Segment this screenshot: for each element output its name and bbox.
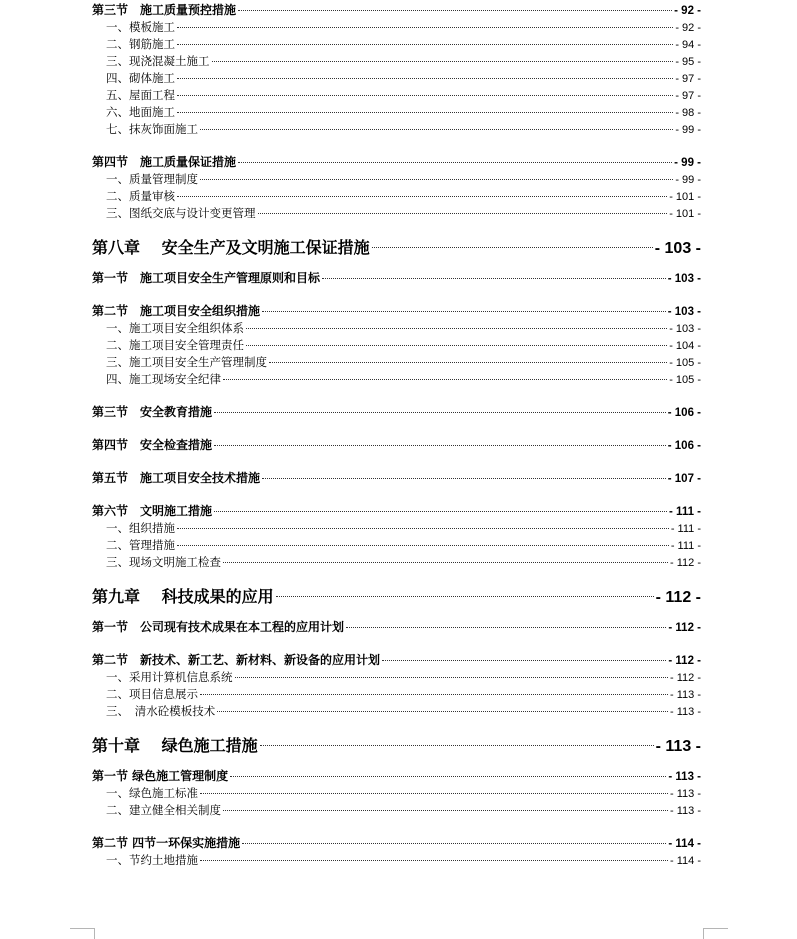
toc-entry-title: 第四节 施工质量保证措施	[92, 155, 237, 169]
toc-page-number: - 101 -	[669, 208, 701, 220]
toc-section-entry[interactable]	[92, 303, 701, 320]
toc-page-number: - 99 -	[675, 124, 701, 136]
toc-item-entry[interactable]	[92, 669, 701, 686]
toc-entry-title: 二、施工项目安全管理责任	[106, 338, 244, 352]
toc-dot-leader	[238, 10, 672, 11]
toc-page-number: - 106 -	[667, 407, 701, 419]
toc-entry-title: 二、质量审核	[106, 189, 175, 203]
toc-item-entry[interactable]	[92, 53, 701, 70]
toc-entry-title: 二、钢筋施工	[106, 37, 175, 51]
toc-item-entry[interactable]	[92, 70, 701, 87]
toc-entry-title: 四、施工现场安全纪律	[106, 372, 221, 386]
toc-page-number: - 103 -	[654, 240, 701, 257]
toc-item-entry[interactable]	[92, 337, 701, 354]
toc-entry-title: 第三节 安全教育措施	[92, 405, 213, 419]
toc-dot-leader	[238, 162, 672, 163]
toc-dot-leader	[200, 793, 668, 794]
toc-dot-leader	[262, 478, 666, 479]
toc-dot-leader	[177, 27, 673, 28]
toc-dot-leader	[214, 412, 666, 413]
toc-item-entry[interactable]	[92, 104, 701, 121]
toc-dot-leader	[322, 278, 666, 279]
toc-dot-leader	[200, 129, 673, 130]
toc-entry-title: 第九章 科技成果的应用	[92, 587, 274, 606]
table-of-contents	[92, 0, 701, 869]
toc-item-entry[interactable]	[92, 520, 701, 537]
toc-entry-title: 第六节 文明施工措施	[92, 504, 213, 518]
toc-dot-leader	[346, 627, 666, 628]
toc-entry-title: 第二节 新技术、新工艺、新材料、新设备的应用计划	[92, 653, 381, 667]
toc-section-entry[interactable]	[92, 437, 701, 454]
toc-item-entry[interactable]	[92, 87, 701, 104]
toc-page-number: - 105 -	[669, 374, 701, 386]
page-corner-mark-left	[70, 928, 95, 939]
toc-entry-title: 第四节 安全检查措施	[92, 438, 213, 452]
toc-entry-title: 一、节约土地措施	[106, 853, 198, 867]
toc-dot-leader	[235, 677, 669, 678]
toc-page-number: - 113 -	[655, 738, 701, 755]
toc-dot-leader	[217, 711, 668, 712]
toc-page-number: - 101 -	[669, 191, 701, 203]
toc-entry-title: 第十章 绿色施工措施	[92, 736, 258, 755]
toc-section-entry[interactable]	[92, 270, 701, 287]
toc-entry-title: 第一节 公司现有技术成果在本工程的应用计划	[92, 620, 345, 634]
toc-item-entry[interactable]	[92, 785, 701, 802]
toc-section-entry[interactable]	[92, 619, 701, 636]
toc-section-entry[interactable]	[92, 404, 701, 421]
toc-page-number: - 99 -	[674, 157, 701, 169]
page-corner-mark-right	[703, 928, 728, 939]
toc-item-entry[interactable]	[92, 320, 701, 337]
toc-page-number: - 112 -	[670, 557, 701, 569]
toc-dot-leader	[382, 660, 666, 661]
toc-dot-leader	[223, 379, 667, 380]
toc-entry-title: 第二节 施工项目安全组织措施	[92, 304, 261, 318]
toc-page-number: - 106 -	[667, 440, 701, 452]
toc-dot-leader	[230, 776, 666, 777]
toc-section-entry[interactable]	[92, 835, 701, 852]
toc-dot-leader	[276, 596, 654, 597]
toc-entry-title: 第二节 四节一环保实施措施	[92, 836, 241, 850]
toc-page-number: - 113 -	[670, 689, 701, 701]
toc-dot-leader	[214, 511, 667, 512]
toc-entry-title: 三、施工项目安全生产管理制度	[106, 355, 267, 369]
toc-item-entry[interactable]	[92, 19, 701, 36]
toc-page-number: - 112 -	[668, 622, 701, 634]
toc-dot-leader	[260, 745, 654, 746]
toc-dot-leader	[246, 345, 667, 346]
toc-page-number: - 97 -	[675, 73, 701, 85]
toc-page-number: - 112 -	[668, 655, 701, 667]
toc-dot-leader	[212, 61, 674, 62]
toc-page-number: - 103 -	[667, 306, 701, 318]
toc-page-number: - 112 -	[655, 589, 701, 606]
toc-dot-leader	[177, 196, 667, 197]
toc-entry-title: 六、地面施工	[106, 105, 175, 119]
toc-entry-title: 三、图纸交底与设计变更管理	[106, 206, 256, 220]
toc-section-entry[interactable]	[92, 652, 701, 669]
toc-entry-title: 一、质量管理制度	[106, 172, 198, 186]
toc-page-number: - 104 -	[669, 340, 701, 352]
toc-item-entry[interactable]	[92, 537, 701, 554]
toc-item-entry[interactable]	[92, 852, 701, 869]
toc-item-entry[interactable]	[92, 188, 701, 205]
toc-entry-title: 三、现浇混凝土施工	[106, 54, 210, 68]
toc-item-entry[interactable]	[92, 686, 701, 703]
toc-dot-leader	[262, 311, 666, 312]
toc-dot-leader	[246, 328, 667, 329]
toc-page-number: - 92 -	[675, 22, 701, 34]
toc-page-number: - 111 -	[670, 523, 701, 535]
toc-dot-leader	[200, 860, 668, 861]
toc-entry-title: 第一节 绿色施工管理制度	[92, 769, 229, 783]
toc-entry-title: 四、砌体施工	[106, 71, 175, 85]
toc-page-number: - 111 -	[670, 540, 701, 552]
toc-entry-title: 二、项目信息展示	[106, 687, 198, 701]
toc-dot-leader	[177, 95, 673, 96]
toc-page-number: - 105 -	[669, 357, 701, 369]
toc-chapter-entry[interactable]	[92, 236, 701, 260]
toc-section-entry[interactable]	[92, 503, 701, 520]
toc-page-number: - 107 -	[667, 473, 701, 485]
toc-dot-leader	[223, 810, 668, 811]
toc-entry-title: 三、 清水砼模板技术	[106, 704, 216, 718]
toc-dot-leader	[177, 545, 669, 546]
toc-page-number: - 113 -	[670, 788, 701, 800]
toc-item-entry[interactable]	[92, 703, 701, 720]
toc-item-entry[interactable]	[92, 554, 701, 571]
toc-page-number: - 92 -	[674, 5, 701, 17]
toc-dot-leader	[177, 528, 669, 529]
toc-page-number: - 97 -	[675, 90, 701, 102]
toc-dot-leader	[177, 44, 673, 45]
toc-page-number: - 103 -	[667, 273, 701, 285]
toc-item-entry[interactable]	[92, 802, 701, 819]
toc-page-number: - 113 -	[670, 805, 701, 817]
toc-page-number: - 94 -	[675, 39, 701, 51]
toc-entry-title: 七、抹灰饰面施工	[106, 122, 198, 136]
toc-item-entry[interactable]	[92, 171, 701, 188]
toc-page-number: - 113 -	[668, 771, 701, 783]
toc-section-entry[interactable]	[92, 768, 701, 785]
toc-page-number: - 103 -	[669, 323, 701, 335]
toc-item-entry[interactable]	[92, 354, 701, 371]
toc-item-entry[interactable]	[92, 121, 701, 138]
toc-section-entry[interactable]	[92, 470, 701, 487]
toc-entry-title: 一、模板施工	[106, 20, 175, 34]
toc-dot-leader	[177, 78, 673, 79]
toc-dot-leader	[200, 179, 673, 180]
toc-entry-title: 第五节 施工项目安全技术措施	[92, 471, 261, 485]
toc-page-number: - 114 -	[668, 838, 701, 850]
toc-section-entry[interactable]	[92, 154, 701, 171]
toc-dot-leader	[372, 247, 653, 248]
toc-page-number: - 111 -	[669, 506, 701, 518]
toc-entry-title: 一、组织措施	[106, 521, 175, 535]
toc-entry-title: 一、采用计算机信息系统	[106, 670, 233, 684]
toc-dot-leader	[223, 562, 668, 563]
toc-entry-title: 一、施工项目安全组织体系	[106, 321, 244, 335]
toc-item-entry[interactable]	[92, 371, 701, 388]
toc-dot-leader	[242, 843, 666, 844]
toc-page-number: - 95 -	[675, 56, 701, 68]
toc-item-entry[interactable]	[92, 36, 701, 53]
toc-entry-title: 第三节 施工质量预控措施	[92, 3, 237, 17]
toc-dot-leader	[258, 213, 668, 214]
toc-entry-title: 一、绿色施工标准	[106, 786, 198, 800]
toc-dot-leader	[177, 112, 673, 113]
toc-section-entry[interactable]	[92, 2, 701, 19]
toc-entry-title: 第八章 安全生产及文明施工保证措施	[92, 238, 370, 257]
toc-entry-title: 三、现场文明施工检查	[106, 555, 221, 569]
toc-dot-leader	[200, 694, 668, 695]
toc-page-number: - 112 -	[670, 672, 701, 684]
toc-chapter-entry[interactable]	[92, 585, 701, 609]
toc-dot-leader	[214, 445, 666, 446]
toc-dot-leader	[269, 362, 667, 363]
toc-item-entry[interactable]	[92, 205, 701, 222]
toc-page-number: - 113 -	[670, 706, 701, 718]
toc-chapter-entry[interactable]	[92, 734, 701, 758]
toc-entry-title: 第一节 施工项目安全生产管理原则和目标	[92, 271, 321, 285]
toc-entry-title: 二、建立健全相关制度	[106, 803, 221, 817]
toc-page-number: - 114 -	[670, 855, 701, 867]
toc-page-number: - 98 -	[675, 107, 701, 119]
toc-entry-title: 五、屋面工程	[106, 88, 175, 102]
toc-entry-title: 二、管理措施	[106, 538, 175, 552]
toc-page-number: - 99 -	[675, 174, 701, 186]
